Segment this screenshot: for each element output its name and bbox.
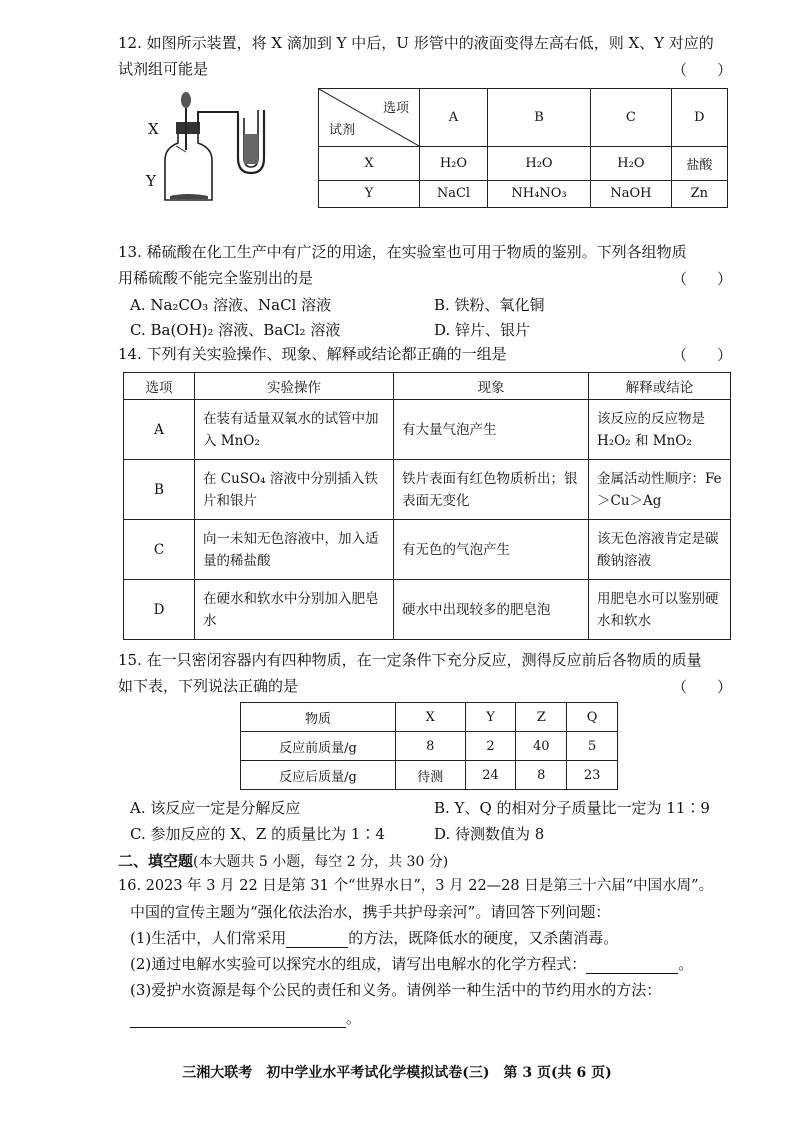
- q16-part3-answer: [130, 1008, 361, 1028]
- q16-part2-text-end: 。: [678, 955, 694, 973]
- diag-top-label: 选项: [382, 101, 409, 116]
- q16-blank-1[interactable]: [286, 931, 348, 948]
- q15-option-c: C. 参加反应的 X、Z 的质量比为 1∶4: [130, 825, 385, 843]
- row-label: 反应前质量/g: [241, 732, 396, 761]
- col-header: 选项: [124, 373, 195, 400]
- q15-answer-paren: （ ）: [672, 678, 733, 696]
- conclusion-cell: 该无色溶液肯定是碳酸钠溶液: [589, 520, 731, 580]
- q16-part3: (3)爱护水资源是每个公民的责任和义务。请例举一种生活中的节约用水的方法：: [130, 981, 662, 999]
- label-y: Y: [146, 172, 156, 190]
- table-cell: H₂O: [487, 147, 590, 181]
- col-header: 物质: [241, 703, 396, 732]
- conclusion-cell: 用肥皂水可以鉴别硬水和软水: [589, 580, 731, 640]
- q14-line1: 14. 下列有关实验操作、现象、解释或结论都正确的一组是: [118, 345, 507, 363]
- q16-part2-text: (2)通过电解水实验可以探究水的组成，请写出电解水的化学方程式：: [130, 955, 587, 973]
- q15-table: [240, 702, 618, 790]
- col-header: 解释或结论: [589, 373, 731, 400]
- label-x: X: [148, 120, 159, 138]
- table-cell: Zn: [671, 180, 727, 207]
- table-cell: NaCl: [420, 180, 488, 207]
- q13-option-d: D. 锌片、银片: [434, 321, 531, 339]
- diag-bottom-label: 试剂: [329, 123, 356, 138]
- table-cell: NH₄NO₃: [487, 180, 590, 207]
- q16-part3-text-end: 。: [346, 1009, 362, 1027]
- q13-line1: 13. 稀硫酸在化工生产中有广泛的用途，在实验室也可用于物质的鉴别。下列各组物质: [118, 243, 687, 261]
- q13-answer-paren: （ ）: [672, 270, 733, 288]
- table-cell: 23: [567, 761, 618, 790]
- row-label: X: [319, 147, 420, 181]
- q16-blank-2[interactable]: [586, 957, 678, 974]
- conclusion-cell: 该反应的反应物是 H₂O₂ 和 MnO₂: [589, 400, 731, 460]
- diag-header-cell: [319, 89, 420, 147]
- row-label: Y: [319, 180, 420, 207]
- table-cell: 待测: [396, 761, 466, 790]
- q15-option-a: A. 该反应一定是分解反应: [130, 799, 301, 817]
- row-label: 反应后质量/g: [241, 761, 396, 790]
- q12-line1: 12. 如图所示装置，将 X 滴加到 Y 中后，U 形管中的液面变得左高右低，则 X、Y 对应的: [118, 34, 714, 52]
- q12-answer-paren: （ ）: [672, 61, 733, 79]
- table-cell: 盐酸: [671, 147, 727, 181]
- option-header: A: [420, 89, 488, 147]
- page-footer: 三湘大联考 初中学业水平考试化学模拟试卷(三) 第 3 页(共 6 页): [182, 1065, 612, 1081]
- option-cell: C: [124, 520, 195, 580]
- table-cell: 8: [396, 732, 466, 761]
- q15-line1: 15. 在一只密闭容器内有四种物质，在一定条件下充分反应，测得反应前后各物质的质量: [118, 651, 702, 669]
- observation-cell: 铁片表面有红色物质析出；银表面无变化: [394, 460, 589, 520]
- table-cell: H₂O: [591, 147, 672, 181]
- col-header: Z: [516, 703, 567, 732]
- section-heading: [118, 850, 448, 871]
- q16-line1: 16. 2023 年 3 月 22 日是第 31 个“世界水日”，3 月 22—28 日是第三十六届“中国水周”。: [118, 878, 714, 894]
- q15-option-d: D. 待测数值为 8: [434, 825, 545, 843]
- q12-line2: 试剂组可能是: [118, 60, 209, 78]
- option-header: B: [487, 89, 590, 147]
- col-header: 现象: [394, 373, 589, 400]
- q15-option-b: B. Y、Q 的相对分子质量比一定为 11∶9: [434, 799, 710, 817]
- table-cell: H₂O: [420, 147, 488, 181]
- q16-part2: [130, 954, 693, 974]
- option-cell: A: [124, 400, 195, 460]
- q16-line2: 中国的宣传主题为“强化依法治水，携手共护母亲河”。请回答下列问题：: [130, 903, 611, 921]
- q13-option-b: B. 铁粉、氧化铜: [434, 296, 545, 314]
- option-header: D: [671, 89, 727, 147]
- table-cell: 40: [516, 732, 567, 761]
- q15-line2: 如下表，下列说法正确的是: [118, 677, 299, 695]
- observation-cell: 有无色的气泡产生: [394, 520, 589, 580]
- apparatus-figure: [140, 88, 280, 208]
- col-header: X: [396, 703, 466, 732]
- section-note: (本大题共 5 小题，每空 2 分，共 30 分): [193, 854, 449, 870]
- operation-cell: 在硬水和软水中分别加入肥皂水: [195, 580, 394, 640]
- operation-cell: 向一未知无色溶液中，加入适量的稀盐酸: [195, 520, 394, 580]
- table-cell: 2: [465, 732, 516, 761]
- q16-part1-text: (1)生活中，人们常采用: [130, 929, 287, 947]
- operation-cell: 在装有适量双氧水的试管中加入 MnO₂: [195, 400, 394, 460]
- table-cell: 8: [516, 761, 567, 790]
- option-header: C: [591, 89, 672, 147]
- q13-option-a: A. Na₂CO₃ 溶液、NaCl 溶液: [130, 296, 332, 314]
- option-cell: B: [124, 460, 195, 520]
- section-title: 二、填空题: [118, 852, 194, 870]
- q13-line2: 用稀硫酸不能完全鉴别出的是: [118, 269, 314, 287]
- q12-table: [318, 88, 728, 208]
- observation-cell: 有大量气泡产生: [394, 400, 589, 460]
- operation-cell: 在 CuSO₄ 溶液中分别插入铁片和银片: [195, 460, 394, 520]
- table-cell: NaOH: [591, 180, 672, 207]
- q13-option-c: C. Ba(OH)₂ 溶液、BaCl₂ 溶液: [130, 321, 341, 339]
- option-cell: D: [124, 580, 195, 640]
- col-header: 实验操作: [195, 373, 394, 400]
- col-header: Q: [567, 703, 618, 732]
- col-header: Y: [465, 703, 516, 732]
- q16-part1-text-end: 的方法，既降低水的硬度，又杀菌消毒。: [348, 929, 619, 947]
- q14-table: [123, 372, 731, 640]
- q16-blank-3[interactable]: [130, 1011, 346, 1028]
- q14-answer-paren: （ ）: [672, 346, 733, 364]
- q16-part1: [130, 928, 618, 948]
- table-cell: 5: [567, 732, 618, 761]
- table-cell: 24: [465, 761, 516, 790]
- conclusion-cell: 金属活动性顺序：Fe＞Cu＞Ag: [589, 460, 731, 520]
- observation-cell: 硬水中出现较多的肥皂泡: [394, 580, 589, 640]
